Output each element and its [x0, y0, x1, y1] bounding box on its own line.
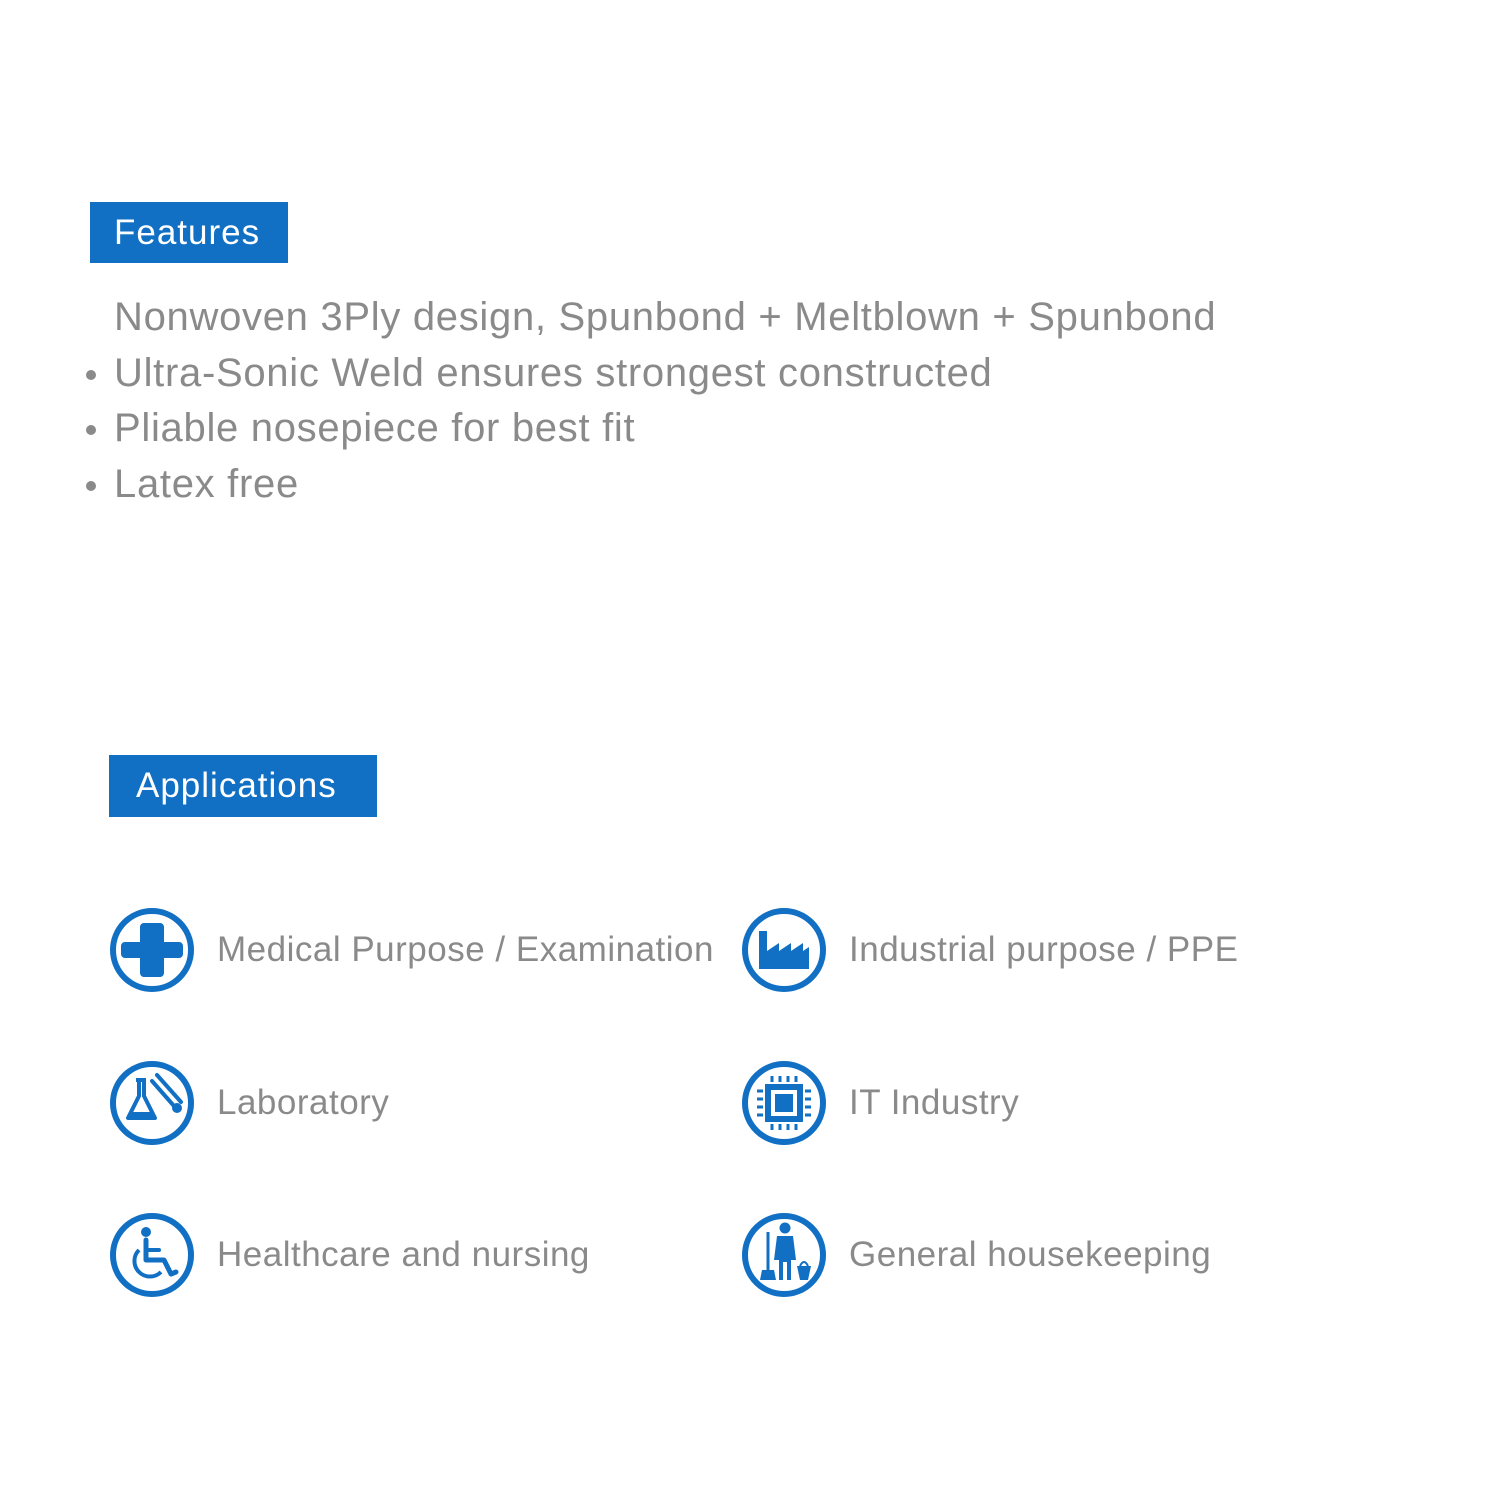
application-label: Medical Purpose / Examination — [217, 930, 714, 969]
janitor-icon — [741, 1212, 827, 1298]
factory-icon — [741, 907, 827, 993]
feature-item — [84, 290, 1216, 346]
wheelchair-icon — [109, 1212, 195, 1298]
application-item-housekeeping — [741, 1212, 1211, 1298]
application-item-laboratory — [109, 1060, 389, 1146]
application-label: General housekeeping — [849, 1235, 1212, 1274]
application-label: IT Industry — [849, 1083, 1020, 1122]
feature-item — [84, 457, 1216, 513]
application-item-it-industry — [741, 1060, 1019, 1146]
application-item-medical — [109, 907, 714, 993]
medical-cross-icon — [109, 907, 195, 993]
applications-heading-label: Applications — [136, 766, 337, 805]
application-label: Industrial purpose / PPE — [849, 930, 1239, 969]
application-label: Healthcare and nursing — [217, 1235, 590, 1274]
application-item-healthcare — [109, 1212, 590, 1298]
application-item-industrial — [741, 907, 1238, 993]
feature-item-text: Latex free — [114, 461, 299, 506]
application-label: Laboratory — [217, 1083, 390, 1122]
feature-item-text: Nonwoven 3Ply design, Spunbond + Meltblown + Spunbond — [114, 295, 1217, 339]
applications-heading — [109, 755, 377, 817]
features-heading — [90, 202, 288, 263]
lab-flask-icon — [109, 1060, 195, 1146]
feature-item-text: Ultra-Sonic Weld ensures strongest constructed — [114, 350, 993, 395]
features-heading-label: Features — [114, 212, 261, 252]
feature-item-text: Pliable nosepiece for best fit — [114, 406, 636, 450]
features-list — [84, 290, 1216, 512]
feature-item — [84, 346, 1216, 402]
microchip-icon — [741, 1060, 827, 1146]
feature-item — [84, 401, 1216, 457]
